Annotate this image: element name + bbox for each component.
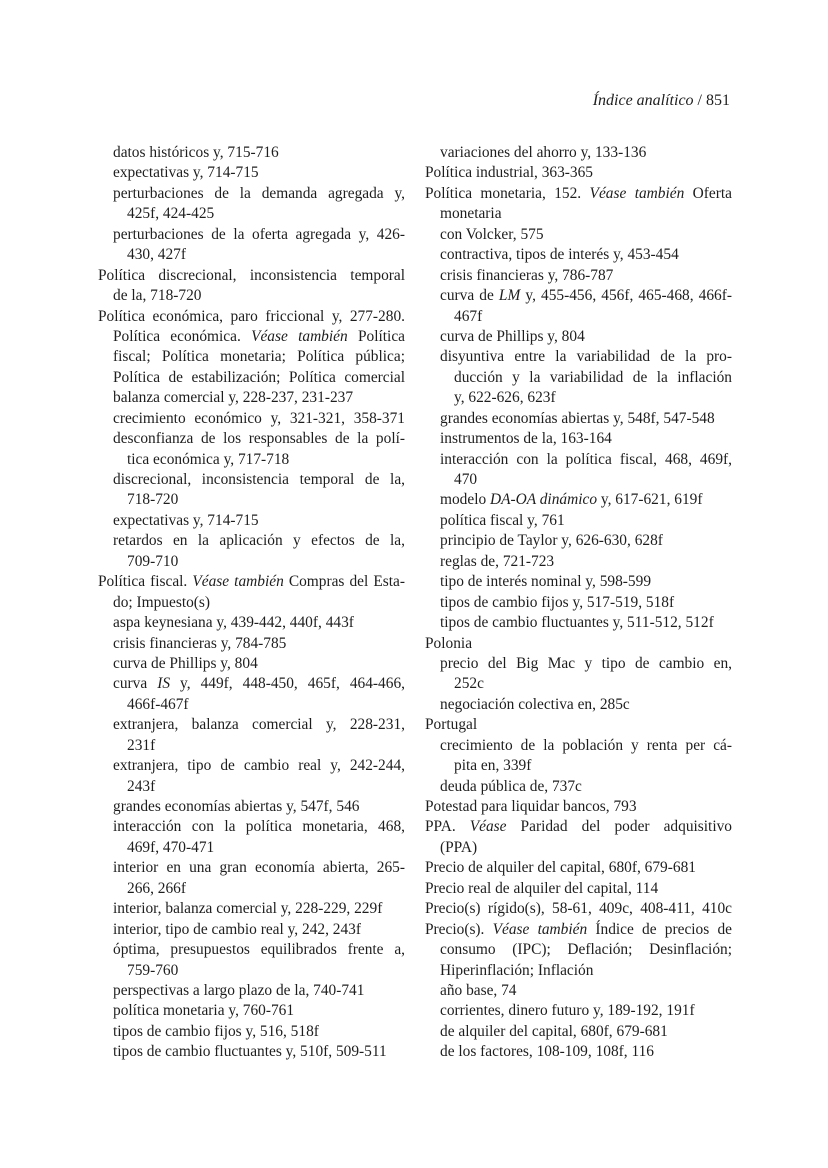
entry-text: curva de Phillips y, 804 (440, 327, 585, 345)
entry-text: expectativas y, 714-715 (113, 164, 259, 182)
entry-text: contractiva, tipos de interés y, 453-454 (440, 246, 679, 264)
index-subentry (98, 1042, 405, 1062)
entry-text: variaciones del ahorro y, 133-136 (440, 144, 647, 161)
index-subentry (98, 388, 405, 408)
entry-text: principio de Taylor y, 626-630, 628f (440, 532, 663, 550)
entry-text: pita en, 339f (454, 757, 532, 775)
index-entry (425, 879, 732, 899)
entry-text: de los factores, 108-109, 108f, 116 (440, 1043, 654, 1061)
entry-text: Precio real de alquiler del capital, 114 (425, 879, 659, 897)
index-subentry (98, 674, 405, 694)
cross-reference-label: Véase también (251, 327, 348, 345)
entry-text: Índice de precios de (587, 920, 732, 938)
index-subentry (98, 858, 405, 878)
index-entry (425, 715, 732, 735)
entry-text: año base, 74 (440, 981, 517, 999)
entry-text: 466f-467f (127, 695, 189, 713)
index-subentry (425, 307, 732, 327)
entry-text: 266, 266f (127, 879, 186, 897)
header-title: Índice analítico (592, 92, 694, 109)
index-subentry (98, 245, 405, 265)
index-entry (425, 858, 732, 878)
index-entry (425, 920, 732, 940)
index-entry (425, 817, 732, 837)
index-subentry (425, 613, 732, 633)
index-subentry (98, 777, 405, 797)
entry-text: y, 617-621, 619f (597, 491, 703, 509)
index-subentry (425, 143, 732, 163)
entry-text: y, 449f, 448-450, 465f, 464-466, (170, 675, 405, 693)
entry-text: interior en una gran economía abierta, 265- (113, 859, 405, 877)
index-subentry (425, 940, 732, 960)
entry-text: grandes economías abiertas y, 547f, 546 (113, 798, 360, 815)
cross-reference-label: DA-OA dinámico (490, 491, 598, 509)
index-subentry (425, 225, 732, 245)
index-entry (425, 797, 732, 817)
entry-text: de la, 718-720 (113, 287, 202, 305)
index-subentry (98, 613, 405, 633)
index-subentry (98, 490, 405, 510)
entry-text: 425f, 424-425 (127, 205, 215, 223)
entry-text: tipos de cambio fluctuantes y, 511-512, 512f (440, 614, 714, 632)
entry-text: política fiscal y, 761 (440, 511, 565, 529)
index-entry (425, 634, 732, 654)
index-subentry (425, 1042, 732, 1062)
entry-text: precio del Big Mac y tipo de cambio en, (440, 654, 732, 672)
entry-text: Política (347, 327, 405, 345)
index-subentry (425, 777, 732, 797)
entry-text: perturbaciones de la demanda agregada y, (113, 184, 405, 202)
index-subentry (98, 654, 405, 674)
index-subentry (98, 715, 405, 735)
entry-text: 469f, 470-471 (127, 838, 215, 856)
index-subentry (425, 245, 732, 265)
entry-text: crecimiento de la población y renta per cá- (440, 736, 732, 754)
index-subentry (425, 368, 732, 388)
index-subentry (425, 409, 732, 429)
index-subentry (98, 756, 405, 776)
entry-text: 252c (454, 675, 484, 693)
entry-text: PPA. (425, 818, 470, 836)
index-subentry (98, 470, 405, 490)
index-subentry (98, 163, 405, 183)
entry-text: 243f (127, 777, 156, 795)
entry-text: curva (113, 675, 158, 693)
index-entry (425, 184, 732, 204)
index-subentry (425, 490, 732, 510)
index-subentry (98, 531, 405, 551)
index-subentry (425, 470, 732, 490)
entry-text: perturbaciones de la oferta agregada y, 426- (113, 225, 405, 243)
entry-text: extranjera, balanza comercial y, 228-231, (113, 716, 405, 734)
entry-text: 231f (127, 736, 156, 754)
header-separator: / (693, 92, 706, 109)
entry-text: Hiperinflación; Inflación (440, 961, 594, 979)
entry-text: negociación colectiva en, 285c (440, 695, 630, 713)
index-subentry (98, 225, 405, 245)
page-number: 851 (706, 92, 730, 109)
entry-text: Precio(s) rígido(s), 58-61, 409c, 408-411, 410c (425, 900, 732, 918)
entry-text: Política monetaria, 152. (425, 184, 590, 202)
index-subentry (425, 1001, 732, 1021)
index-subentry (425, 1022, 732, 1042)
entry-text: Oferta (684, 184, 732, 202)
index-subentry (425, 511, 732, 531)
index-entry (98, 266, 405, 286)
cross-reference-label: Véase también (589, 184, 685, 202)
index-subentry (425, 388, 732, 408)
index-subentry (98, 1001, 405, 1021)
entry-text: consumo (IPC); Deflación; Desinflación; (440, 941, 732, 959)
index-subentry (98, 286, 405, 306)
entry-text: retardos en la aplicación y efectos de la, (113, 532, 405, 550)
index-subentry (98, 409, 405, 429)
entry-text: tipos de cambio fluctuantes y, 510f, 509-511 (113, 1043, 387, 1061)
index-subentry (98, 981, 405, 1001)
index-subentry (425, 838, 732, 858)
index-entry (98, 572, 405, 592)
entry-text: 709-710 (127, 552, 179, 570)
cross-reference-label: IS (157, 675, 171, 693)
index-subentry (425, 572, 732, 592)
index-subentry (425, 552, 732, 572)
index-subentry (98, 1022, 405, 1042)
entry-text: Política económica. (113, 327, 252, 345)
entry-text: tipos de cambio fijos y, 516, 518f (113, 1022, 319, 1040)
entry-text: datos históricos y, 715-716 (113, 144, 279, 161)
entry-text: crisis financieras y, 786-787 (440, 266, 614, 284)
index-subentry (98, 204, 405, 224)
entry-text: interacción con la política fiscal, 468, 469f, (440, 450, 732, 468)
index-subentry (98, 327, 405, 347)
entry-text: reglas de, 721-723 (440, 552, 555, 570)
running-header (593, 92, 730, 110)
entry-text: interior, tipo de cambio real y, 242, 243f (113, 920, 361, 938)
entry-text: tipo de interés nominal y, 598-599 (440, 573, 652, 591)
entry-text: Compras del Esta- (283, 573, 405, 591)
index-entry (425, 163, 732, 183)
entry-text: discrecional, inconsistencia temporal de la, (113, 471, 405, 488)
index-subentry (98, 450, 405, 470)
entry-text: interacción con la política monetaria, 468, (113, 818, 405, 836)
index-entry (425, 899, 732, 919)
index-subentry (425, 756, 732, 776)
entry-text: Potestad para liquidar bancos, 793 (425, 798, 637, 815)
index-subentry (425, 204, 732, 224)
entry-text: política monetaria y, 760-761 (113, 1002, 295, 1020)
entry-text: Política fiscal. (98, 573, 193, 591)
entry-text: Política económica, paro friccional y, 277-280. (98, 307, 405, 325)
entry-text: Precio de alquiler del capital, 680f, 679-681 (425, 859, 696, 877)
index-subentry (425, 695, 732, 715)
entry-text: curva de (440, 287, 499, 305)
index-subentry (425, 593, 732, 613)
entry-text: grandes economías abiertas y, 548f, 547-548 (440, 409, 715, 427)
entry-text: 430, 427f (127, 246, 186, 264)
entry-text: Política de estabilización; Política comercial (113, 368, 405, 386)
entry-text: interior, balanza comercial y, 228-229, 229f (113, 900, 383, 918)
index-subentry (425, 654, 732, 674)
entry-text: crisis financieras y, 784-785 (113, 634, 287, 652)
entry-text: ducción y la variabilidad de la inflación (454, 368, 732, 386)
entry-text: Política industrial, 363-365 (425, 164, 593, 182)
index-subentry (98, 368, 405, 388)
index-subentry (98, 511, 405, 531)
index-subentry (98, 797, 405, 817)
entry-text: Paridad del poder adquisitivo (506, 818, 732, 836)
index-subentry (425, 674, 732, 694)
entry-text: tica económica y, 717-718 (127, 450, 290, 468)
entry-text: de alquiler del capital, 680f, 679-681 (440, 1022, 668, 1040)
index-subentry (425, 450, 732, 470)
index-subentry (425, 347, 732, 367)
entry-text: 470 (454, 471, 478, 488)
entry-text: Política discrecional, inconsistencia temporal (98, 266, 405, 284)
index-subentry (425, 981, 732, 1001)
entry-text: balanza comercial y, 228-237, 231-237 (113, 389, 354, 407)
entry-text: corrientes, dinero futuro y, 189-192, 191f (440, 1002, 695, 1020)
index-subentry (98, 899, 405, 919)
cross-reference-label: Véase (469, 818, 507, 836)
entry-text: 759-760 (127, 961, 179, 979)
index-subentry (98, 347, 405, 367)
entry-text: Polonia (425, 634, 473, 652)
index-subentry (425, 531, 732, 551)
entry-text: do; Impuesto(s) (113, 593, 211, 611)
entry-text: y, 455-456, 456f, 465-468, 466f- (520, 287, 732, 305)
index-subentry (98, 143, 405, 163)
cross-reference-label: Véase también (192, 573, 284, 591)
index-subentry (425, 961, 732, 981)
index-subentry (98, 940, 405, 960)
entry-text: perspectivas a largo plazo de la, 740-741 (113, 981, 365, 999)
index-column-left (98, 143, 405, 1063)
entry-text: aspa keynesiana y, 439-442, 440f, 443f (113, 614, 354, 632)
entry-text: con Volcker, 575 (440, 225, 544, 243)
index-subentry (98, 429, 405, 449)
index-subentry (98, 184, 405, 204)
index-subentry (98, 695, 405, 715)
index-subentry (98, 817, 405, 837)
index-subentry (425, 327, 732, 347)
index-subentry (425, 266, 732, 286)
entry-text: extranjera, tipo de cambio real y, 242-244, (113, 757, 405, 775)
entry-text: 718-720 (127, 491, 179, 509)
entry-text: Portugal (425, 716, 478, 734)
entry-text: monetaria (440, 205, 502, 223)
index-subentry (425, 286, 732, 306)
entry-text: modelo (440, 491, 491, 509)
entry-text: deuda pública de, 737c (440, 777, 582, 795)
index-subentry (98, 634, 405, 654)
entry-text: y, 622-626, 623f (454, 389, 556, 407)
entry-text: Precio(s). (425, 920, 493, 938)
entry-text: óptima, presupuestos equilibrados frente a, (113, 941, 405, 959)
index-subentry (98, 736, 405, 756)
index-subentry (98, 593, 405, 613)
entry-text: expectativas y, 714-715 (113, 511, 259, 529)
index-subentry (425, 429, 732, 449)
entry-text: curva de Phillips y, 804 (113, 654, 258, 672)
index-subentry (425, 736, 732, 756)
index-subentry (98, 920, 405, 940)
entry-text: instrumentos de la, 163-164 (440, 430, 612, 448)
entry-text: (PPA) (440, 838, 478, 856)
entry-text: crecimiento económico y, 321-321, 358-371 (113, 409, 405, 427)
index-subentry (98, 879, 405, 899)
index-entry (98, 307, 405, 327)
cross-reference-label: LM (498, 287, 521, 305)
index-subentry (98, 552, 405, 572)
entry-text: 467f (454, 307, 483, 325)
index-column-right (425, 143, 732, 1063)
entry-text: disyuntiva entre la variabilidad de la pro- (440, 348, 732, 366)
entry-text: fiscal; Política monetaria; Política pública; (113, 348, 405, 366)
index-subentry (98, 838, 405, 858)
entry-text: desconfianza de los responsables de la polí- (113, 430, 405, 448)
entry-text: tipos de cambio fijos y, 517-519, 518f (440, 593, 675, 611)
index-subentry (98, 961, 405, 981)
cross-reference-label: Véase también (492, 920, 588, 938)
